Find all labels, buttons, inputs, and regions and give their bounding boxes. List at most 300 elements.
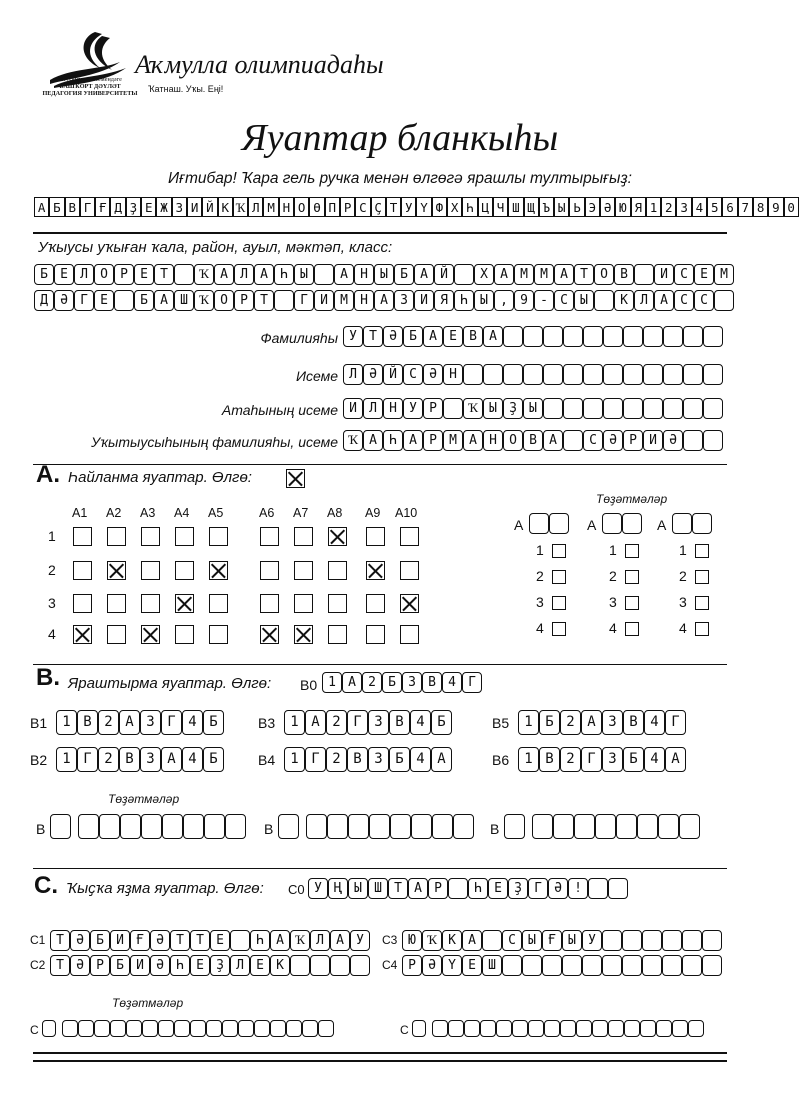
answer-input[interactable] [50, 930, 370, 951]
letter-cell[interactable]: Р [402, 955, 422, 976]
letter-cell[interactable]: В [422, 672, 442, 693]
letter-cell[interactable]: Ә [383, 326, 403, 347]
letter-cell[interactable]: Ң [328, 878, 348, 899]
letter-cell[interactable]: А [554, 264, 574, 285]
letter-cell[interactable]: Н [354, 264, 374, 285]
checked-box[interactable] [209, 561, 228, 580]
checkbox[interactable] [107, 625, 126, 644]
checkbox[interactable] [175, 625, 194, 644]
letter-cell[interactable]: Б [403, 326, 423, 347]
letter-cell[interactable]: 4 [644, 710, 665, 735]
letter-cell[interactable] [616, 814, 637, 839]
letter-cell[interactable]: Б [134, 290, 154, 311]
letter-cell[interactable] [658, 814, 679, 839]
letter-cell[interactable]: 3 [368, 747, 389, 772]
letter-cell[interactable]: Һ [274, 264, 294, 285]
letter-cell[interactable]: Д [34, 290, 54, 311]
letter-cell[interactable] [592, 1020, 608, 1037]
letter-cell[interactable]: В [463, 326, 483, 347]
checkbox[interactable] [294, 527, 313, 546]
letter-cell[interactable]: А [363, 430, 383, 451]
letter-cell[interactable]: А [665, 747, 686, 772]
answer-input[interactable] [50, 955, 370, 976]
letter-cell[interactable] [623, 398, 643, 419]
letter-cell[interactable] [306, 814, 327, 839]
correction-input[interactable] [278, 814, 299, 839]
letter-cell[interactable]: Я [434, 290, 454, 311]
checkbox[interactable] [366, 527, 385, 546]
letter-cell[interactable] [412, 1020, 426, 1037]
checkbox[interactable] [625, 570, 639, 584]
letter-cell[interactable]: И [130, 955, 150, 976]
letter-cell[interactable]: А [543, 430, 563, 451]
letter-cell[interactable]: Р [623, 430, 643, 451]
letter-cell[interactable]: 2 [560, 747, 581, 772]
checkbox[interactable] [209, 625, 228, 644]
checked-box[interactable] [141, 625, 160, 644]
letter-cell[interactable] [206, 1020, 222, 1037]
letter-cell[interactable]: 3 [140, 710, 161, 735]
letter-cell[interactable]: А [305, 710, 326, 735]
letter-cell[interactable]: Н [354, 290, 374, 311]
letter-cell[interactable]: Г [347, 710, 368, 735]
checkbox[interactable] [625, 622, 639, 636]
correction-input[interactable] [504, 814, 525, 839]
letter-cell[interactable] [602, 930, 622, 951]
letter-cell[interactable] [482, 930, 502, 951]
letter-cell[interactable]: М [534, 264, 554, 285]
letter-cell[interactable]: Ҡ [463, 398, 483, 419]
letter-cell[interactable]: Г [294, 290, 314, 311]
letter-cell[interactable] [502, 955, 522, 976]
letter-cell[interactable]: 2 [98, 710, 119, 735]
letter-cell[interactable]: А [403, 430, 423, 451]
letter-cell[interactable]: 2 [326, 747, 347, 772]
checkbox[interactable] [73, 561, 92, 580]
letter-cell[interactable] [634, 264, 654, 285]
letter-cell[interactable]: А [270, 930, 290, 951]
letter-cell[interactable] [278, 814, 299, 839]
letter-cell[interactable]: Е [54, 264, 74, 285]
letter-cell[interactable] [411, 814, 432, 839]
letter-cell[interactable] [602, 955, 622, 976]
letter-cell[interactable]: - [534, 290, 554, 311]
letter-cell[interactable]: Р [423, 430, 443, 451]
letter-cell[interactable] [463, 364, 483, 385]
letter-cell[interactable]: Г [528, 878, 548, 899]
letter-cell[interactable]: Ы [483, 398, 503, 419]
answer-input[interactable] [518, 747, 686, 772]
letter-cell[interactable]: Ы [562, 930, 582, 951]
letter-cell[interactable] [543, 326, 563, 347]
letter-cell[interactable]: Ы [294, 264, 314, 285]
letter-cell[interactable]: С [403, 364, 423, 385]
letter-cell[interactable] [238, 1020, 254, 1037]
letter-cell[interactable]: С [583, 430, 603, 451]
checkbox[interactable] [107, 527, 126, 546]
letter-cell[interactable]: Ә [150, 955, 170, 976]
letter-cell[interactable] [663, 398, 683, 419]
letter-cell[interactable]: Ы [574, 290, 594, 311]
letter-cell[interactable]: Л [230, 955, 250, 976]
letter-cell[interactable]: 4 [182, 710, 203, 735]
letter-cell[interactable] [512, 1020, 528, 1037]
letter-cell[interactable]: 2 [326, 710, 347, 735]
letter-cell[interactable]: Т [388, 878, 408, 899]
letter-cell[interactable] [204, 814, 225, 839]
letter-cell[interactable]: 3 [602, 747, 623, 772]
letter-cell[interactable]: А [581, 710, 602, 735]
letter-cell[interactable] [603, 326, 623, 347]
letter-cell[interactable]: И [414, 290, 434, 311]
letter-cell[interactable] [553, 814, 574, 839]
checkbox[interactable] [625, 596, 639, 610]
letter-cell[interactable]: Ә [422, 955, 442, 976]
letter-cell[interactable]: Ә [54, 290, 74, 311]
letter-cell[interactable]: Б [539, 710, 560, 735]
answer-input[interactable] [284, 710, 452, 735]
letter-cell[interactable]: Р [114, 264, 134, 285]
letter-cell[interactable]: Ҙ [210, 955, 230, 976]
letter-cell[interactable]: З [394, 290, 414, 311]
correction-input[interactable] [62, 1020, 334, 1037]
letter-cell[interactable]: В [539, 747, 560, 772]
letter-cell[interactable]: А [462, 930, 482, 951]
letter-cell[interactable] [454, 264, 474, 285]
letter-cell[interactable]: А [408, 878, 428, 899]
letter-cell[interactable]: Б [382, 672, 402, 693]
letter-cell[interactable] [672, 513, 692, 534]
letter-cell[interactable]: 4 [442, 672, 462, 693]
letter-cell[interactable] [549, 513, 569, 534]
checkbox[interactable] [552, 570, 566, 584]
letter-cell[interactable] [640, 1020, 656, 1037]
letter-cell[interactable] [42, 1020, 56, 1037]
correction-input[interactable] [672, 513, 712, 534]
letter-cell[interactable]: С [674, 290, 694, 311]
letter-cell[interactable]: С [502, 930, 522, 951]
letter-cell[interactable]: Л [363, 398, 383, 419]
letter-cell[interactable]: И [343, 398, 363, 419]
letter-cell[interactable]: К [270, 955, 290, 976]
letter-cell[interactable]: И [110, 930, 130, 951]
correction-input[interactable] [42, 1020, 56, 1037]
letter-cell[interactable]: Л [234, 264, 254, 285]
letter-cell[interactable]: Б [431, 710, 452, 735]
letter-cell[interactable]: А [374, 290, 394, 311]
letter-cell[interactable]: С [674, 264, 694, 285]
letter-cell[interactable]: К [442, 930, 462, 951]
letter-cell[interactable]: Б [389, 747, 410, 772]
letter-cell[interactable]: А [254, 264, 274, 285]
letter-cell[interactable] [714, 290, 734, 311]
checkbox[interactable] [107, 594, 126, 613]
letter-cell[interactable] [225, 814, 246, 839]
letter-cell[interactable]: Р [234, 290, 254, 311]
answer-input[interactable] [518, 710, 686, 735]
letter-cell[interactable] [432, 1020, 448, 1037]
letter-cell[interactable] [528, 1020, 544, 1037]
letter-cell[interactable]: А [654, 290, 674, 311]
letter-cell[interactable] [682, 930, 702, 951]
letter-cell[interactable]: Е [190, 955, 210, 976]
letter-cell[interactable]: А [334, 264, 354, 285]
letter-cell[interactable]: В [523, 430, 543, 451]
letter-cell[interactable]: 1 [56, 710, 77, 735]
letter-cell[interactable]: С [554, 290, 574, 311]
letter-cell[interactable]: Г [305, 747, 326, 772]
letter-cell[interactable] [141, 814, 162, 839]
letter-cell[interactable]: Ҡ [194, 290, 214, 311]
letter-cell[interactable]: 1 [284, 747, 305, 772]
correction-input[interactable] [50, 814, 71, 839]
letter-cell[interactable]: Т [170, 930, 190, 951]
checked-box[interactable] [175, 594, 194, 613]
letter-cell[interactable] [270, 1020, 286, 1037]
letter-cell[interactable]: Г [462, 672, 482, 693]
answer-input[interactable] [56, 710, 224, 735]
checkbox[interactable] [400, 561, 419, 580]
letter-cell[interactable] [369, 814, 390, 839]
letter-cell[interactable]: И [643, 430, 663, 451]
letter-cell[interactable] [302, 1020, 318, 1037]
letter-cell[interactable]: У [343, 326, 363, 347]
letter-cell[interactable] [683, 430, 703, 451]
letter-cell[interactable]: Т [190, 930, 210, 951]
correction-input[interactable] [78, 814, 246, 839]
letter-cell[interactable]: Е [134, 264, 154, 285]
letter-cell[interactable] [503, 364, 523, 385]
correction-input[interactable] [529, 513, 569, 534]
letter-cell[interactable]: Т [254, 290, 274, 311]
field-input[interactable] [343, 398, 723, 419]
letter-cell[interactable] [503, 326, 523, 347]
checked-box[interactable] [260, 625, 279, 644]
letter-cell[interactable] [464, 1020, 480, 1037]
letter-cell[interactable]: Р [423, 398, 443, 419]
letter-cell[interactable]: Б [34, 264, 54, 285]
checkbox[interactable] [294, 561, 313, 580]
letter-cell[interactable] [563, 398, 583, 419]
letter-cell[interactable]: 4 [410, 747, 431, 772]
letter-cell[interactable] [110, 1020, 126, 1037]
letter-cell[interactable] [622, 513, 642, 534]
letter-cell[interactable] [703, 398, 723, 419]
letter-cell[interactable] [574, 814, 595, 839]
letter-cell[interactable]: Т [50, 930, 70, 951]
letter-cell[interactable] [318, 1020, 334, 1037]
letter-cell[interactable]: Г [581, 747, 602, 772]
letter-cell[interactable] [286, 1020, 302, 1037]
letter-cell[interactable]: А [119, 710, 140, 735]
letter-cell[interactable]: Һ [383, 430, 403, 451]
letter-cell[interactable]: Ә [603, 430, 623, 451]
letter-cell[interactable]: Ҡ [290, 930, 310, 951]
letter-cell[interactable]: Ҙ [508, 878, 528, 899]
letter-cell[interactable] [480, 1020, 496, 1037]
letter-cell[interactable]: А [330, 930, 350, 951]
letter-cell[interactable] [310, 955, 330, 976]
letter-cell[interactable]: Ә [70, 930, 90, 951]
letter-cell[interactable]: Л [310, 930, 330, 951]
letter-cell[interactable] [543, 398, 563, 419]
letter-cell[interactable]: Ю [402, 930, 422, 951]
letter-cell[interactable] [588, 878, 608, 899]
letter-cell[interactable] [582, 955, 602, 976]
letter-cell[interactable] [50, 814, 71, 839]
letter-cell[interactable]: Ы [474, 290, 494, 311]
letter-cell[interactable] [623, 364, 643, 385]
letter-cell[interactable]: Г [74, 290, 94, 311]
letter-cell[interactable]: И [654, 264, 674, 285]
letter-cell[interactable] [656, 1020, 672, 1037]
letter-cell[interactable] [663, 326, 683, 347]
letter-cell[interactable] [642, 930, 662, 951]
letter-cell[interactable] [78, 814, 99, 839]
letter-cell[interactable] [142, 1020, 158, 1037]
field-input[interactable] [343, 364, 723, 385]
letter-cell[interactable]: Б [203, 710, 224, 735]
checkbox[interactable] [260, 594, 279, 613]
checkbox[interactable] [175, 561, 194, 580]
letter-cell[interactable]: Ҙ [503, 398, 523, 419]
letter-cell[interactable] [448, 1020, 464, 1037]
letter-cell[interactable] [624, 1020, 640, 1037]
letter-cell[interactable] [78, 1020, 94, 1037]
letter-cell[interactable]: Б [623, 747, 644, 772]
letter-cell[interactable]: Ы [523, 398, 543, 419]
letter-cell[interactable] [560, 1020, 576, 1037]
letter-cell[interactable] [174, 264, 194, 285]
checkbox[interactable] [141, 594, 160, 613]
checkbox[interactable] [552, 622, 566, 636]
letter-cell[interactable] [504, 814, 525, 839]
letter-cell[interactable]: 4 [644, 747, 665, 772]
letter-cell[interactable]: Ы [522, 930, 542, 951]
letter-cell[interactable]: Һ [250, 930, 270, 951]
letter-cell[interactable] [608, 1020, 624, 1037]
letter-cell[interactable]: О [503, 430, 523, 451]
field-input[interactable] [343, 326, 723, 347]
checkbox[interactable] [260, 561, 279, 580]
letter-cell[interactable] [642, 955, 662, 976]
letter-cell[interactable] [453, 814, 474, 839]
letter-cell[interactable] [114, 290, 134, 311]
letter-cell[interactable] [662, 955, 682, 976]
checkbox[interactable] [141, 561, 160, 580]
letter-cell[interactable]: К [614, 290, 634, 311]
letter-cell[interactable]: Ә [548, 878, 568, 899]
letter-cell[interactable] [62, 1020, 78, 1037]
checkbox[interactable] [400, 625, 419, 644]
letter-cell[interactable]: Б [203, 747, 224, 772]
letter-cell[interactable] [523, 326, 543, 347]
checkbox[interactable] [73, 594, 92, 613]
letter-cell[interactable] [603, 364, 623, 385]
letter-cell[interactable]: С [694, 290, 714, 311]
correction-input[interactable] [412, 1020, 426, 1037]
letter-cell[interactable]: М [714, 264, 734, 285]
letter-cell[interactable] [692, 513, 712, 534]
letter-cell[interactable]: 2 [98, 747, 119, 772]
letter-cell[interactable] [583, 398, 603, 419]
letter-cell[interactable]: И [314, 290, 334, 311]
letter-cell[interactable]: Л [343, 364, 363, 385]
letter-cell[interactable] [174, 1020, 190, 1037]
letter-cell[interactable]: Һ [454, 290, 474, 311]
letter-cell[interactable] [350, 955, 370, 976]
letter-cell[interactable]: М [334, 290, 354, 311]
checkbox[interactable] [328, 625, 347, 644]
letter-cell[interactable]: , [494, 290, 514, 311]
letter-cell[interactable]: Ғ [130, 930, 150, 951]
letter-cell[interactable] [643, 364, 663, 385]
letter-cell[interactable]: В [77, 710, 98, 735]
letter-cell[interactable]: А [214, 264, 234, 285]
letter-cell[interactable] [158, 1020, 174, 1037]
letter-cell[interactable] [622, 955, 642, 976]
letter-cell[interactable] [583, 364, 603, 385]
letter-cell[interactable] [432, 814, 453, 839]
answer-input[interactable] [284, 747, 452, 772]
letter-cell[interactable] [529, 513, 549, 534]
checked-box[interactable] [400, 594, 419, 613]
checkbox[interactable] [328, 594, 347, 613]
checked-box[interactable] [366, 561, 385, 580]
letter-cell[interactable]: 3 [602, 710, 623, 735]
checkbox[interactable] [552, 544, 566, 558]
letter-cell[interactable]: 3 [402, 672, 422, 693]
letter-cell[interactable] [663, 364, 683, 385]
checkbox[interactable] [209, 594, 228, 613]
letter-cell[interactable] [290, 955, 310, 976]
letter-cell[interactable]: М [514, 264, 534, 285]
letter-cell[interactable] [603, 398, 623, 419]
checkbox[interactable] [294, 594, 313, 613]
letter-cell[interactable]: Ҡ [422, 930, 442, 951]
letter-cell[interactable] [99, 814, 120, 839]
letter-cell[interactable]: Г [77, 747, 98, 772]
letter-cell[interactable] [120, 814, 141, 839]
letter-cell[interactable]: Ы [374, 264, 394, 285]
letter-cell[interactable]: Һ [468, 878, 488, 899]
checkbox[interactable] [141, 527, 160, 546]
letter-cell[interactable]: В [389, 710, 410, 735]
letter-cell[interactable] [683, 364, 703, 385]
letter-cell[interactable] [683, 398, 703, 419]
letter-cell[interactable] [643, 398, 663, 419]
letter-cell[interactable] [637, 814, 658, 839]
letter-cell[interactable] [162, 814, 183, 839]
letter-cell[interactable]: В [347, 747, 368, 772]
letter-cell[interactable]: Й [383, 364, 403, 385]
letter-cell[interactable]: А [483, 326, 503, 347]
letter-cell[interactable] [94, 1020, 110, 1037]
letter-cell[interactable] [594, 290, 614, 311]
letter-cell[interactable]: В [623, 710, 644, 735]
checkbox[interactable] [260, 527, 279, 546]
letter-cell[interactable]: А [463, 430, 483, 451]
letter-cell[interactable]: Н [383, 398, 403, 419]
letter-cell[interactable] [496, 1020, 512, 1037]
letter-cell[interactable]: Ҡ [343, 430, 363, 451]
letter-cell[interactable] [643, 326, 663, 347]
letter-cell[interactable]: 1 [322, 672, 342, 693]
letter-cell[interactable]: А [494, 264, 514, 285]
letter-cell[interactable] [448, 878, 468, 899]
letter-cell[interactable]: 1 [284, 710, 305, 735]
letter-cell[interactable] [314, 264, 334, 285]
